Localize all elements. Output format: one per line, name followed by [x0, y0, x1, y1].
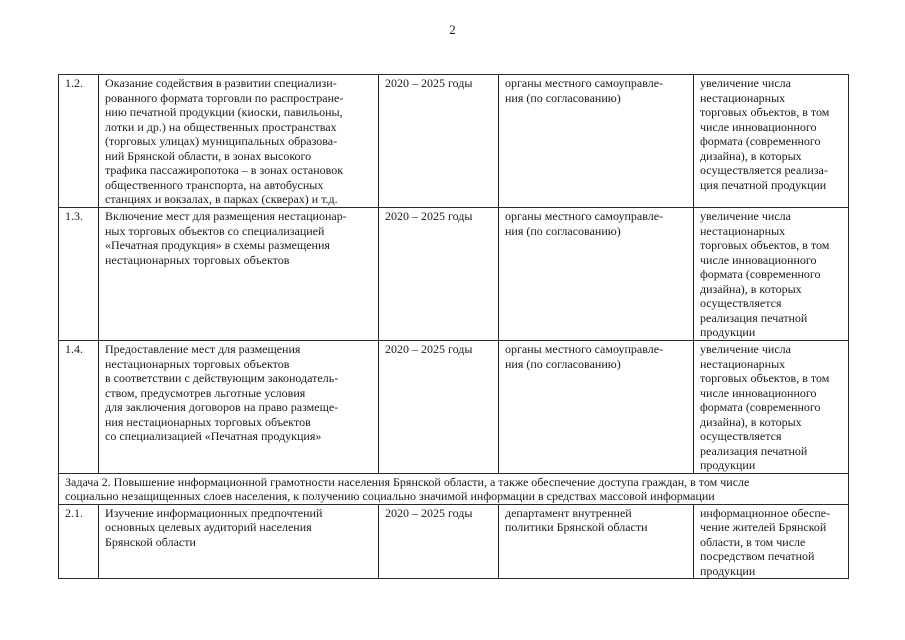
- item-activity: Изучение информационных предпочтений основных целевых аудиторий населения Брянской области: [99, 504, 379, 579]
- item-number: 2.1.: [59, 504, 99, 579]
- item-executor: органы местного самоуправле- ния (по согласованию): [499, 75, 694, 208]
- item-result: информационное обеспе- чение жителей Брянской области, в том числе посредством печатной продукции: [694, 504, 849, 579]
- item-activity: Предоставление мест для размещения нестационарных торговых объектов в соответствии с действующим законодатель- ством, предусмотрев льготные условия для заключения договоров на право размеще- ния нестационарных торговых объектов со специализацией «Печатная продукция»: [99, 341, 379, 474]
- item-period: 2020 – 2025 годы: [379, 75, 499, 208]
- table-row: [59, 208, 849, 341]
- item-executor: органы местного самоуправле- ния (по согласованию): [499, 208, 694, 341]
- table-row: [59, 341, 849, 474]
- item-result: увеличение числа нестационарных торговых объектов, в том числе инновационного формата (современного дизайна), в которых осуществляется реализация печатной продукции: [694, 208, 849, 341]
- task-row: [59, 473, 849, 504]
- measures-table: [58, 74, 849, 579]
- item-number: 1.3.: [59, 208, 99, 341]
- page-number: 2: [449, 22, 456, 37]
- item-period: 2020 – 2025 годы: [379, 341, 499, 474]
- item-result: увеличение числа нестационарных торговых объектов, в том числе инновационного формата (современного дизайна), в которых осуществляется реализа- ция печатной продукции: [694, 75, 849, 208]
- item-number: 1.2.: [59, 75, 99, 208]
- table-row: [59, 504, 849, 579]
- item-result: увеличение числа нестационарных торговых объектов, в том числе инновационного формата (современного дизайна), в которых осуществляется реализация печатной продукции: [694, 341, 849, 474]
- table-row: [59, 75, 849, 208]
- item-executor: департамент внутренней политики Брянской области: [499, 504, 694, 579]
- item-executor: органы местного самоуправле- ния (по согласованию): [499, 341, 694, 474]
- item-period: 2020 – 2025 годы: [379, 504, 499, 579]
- task-heading: Задача 2. Повышение информационной грамотности населения Брянской области, а также обеспечение доступа граждан, в том числе социально незащищенных слоев населения, к получению социально значимой информации в средствах массовой информации: [59, 473, 849, 504]
- item-activity: Оказание содействия в развитии специализи- рованного формата торговли по распростране- нию печатной продукции (киоски, павильоны, лотки и др.) на общественных пространствах (торговых улицах) муниципальных образова- ний Брянской области, в зонах высокого трафика пассажиропотока – в зонах остановок общественного транспорта, на автобусных станциях и вокзалах, в парках (скверах) и т.д.: [99, 75, 379, 208]
- item-activity: Включение мест для размещения нестационар- ных торговых объектов со специализацией «Печатная продукция» в схемы размещения нестационарных торговых объектов: [99, 208, 379, 341]
- item-number: 1.4.: [59, 341, 99, 474]
- item-period: 2020 – 2025 годы: [379, 208, 499, 341]
